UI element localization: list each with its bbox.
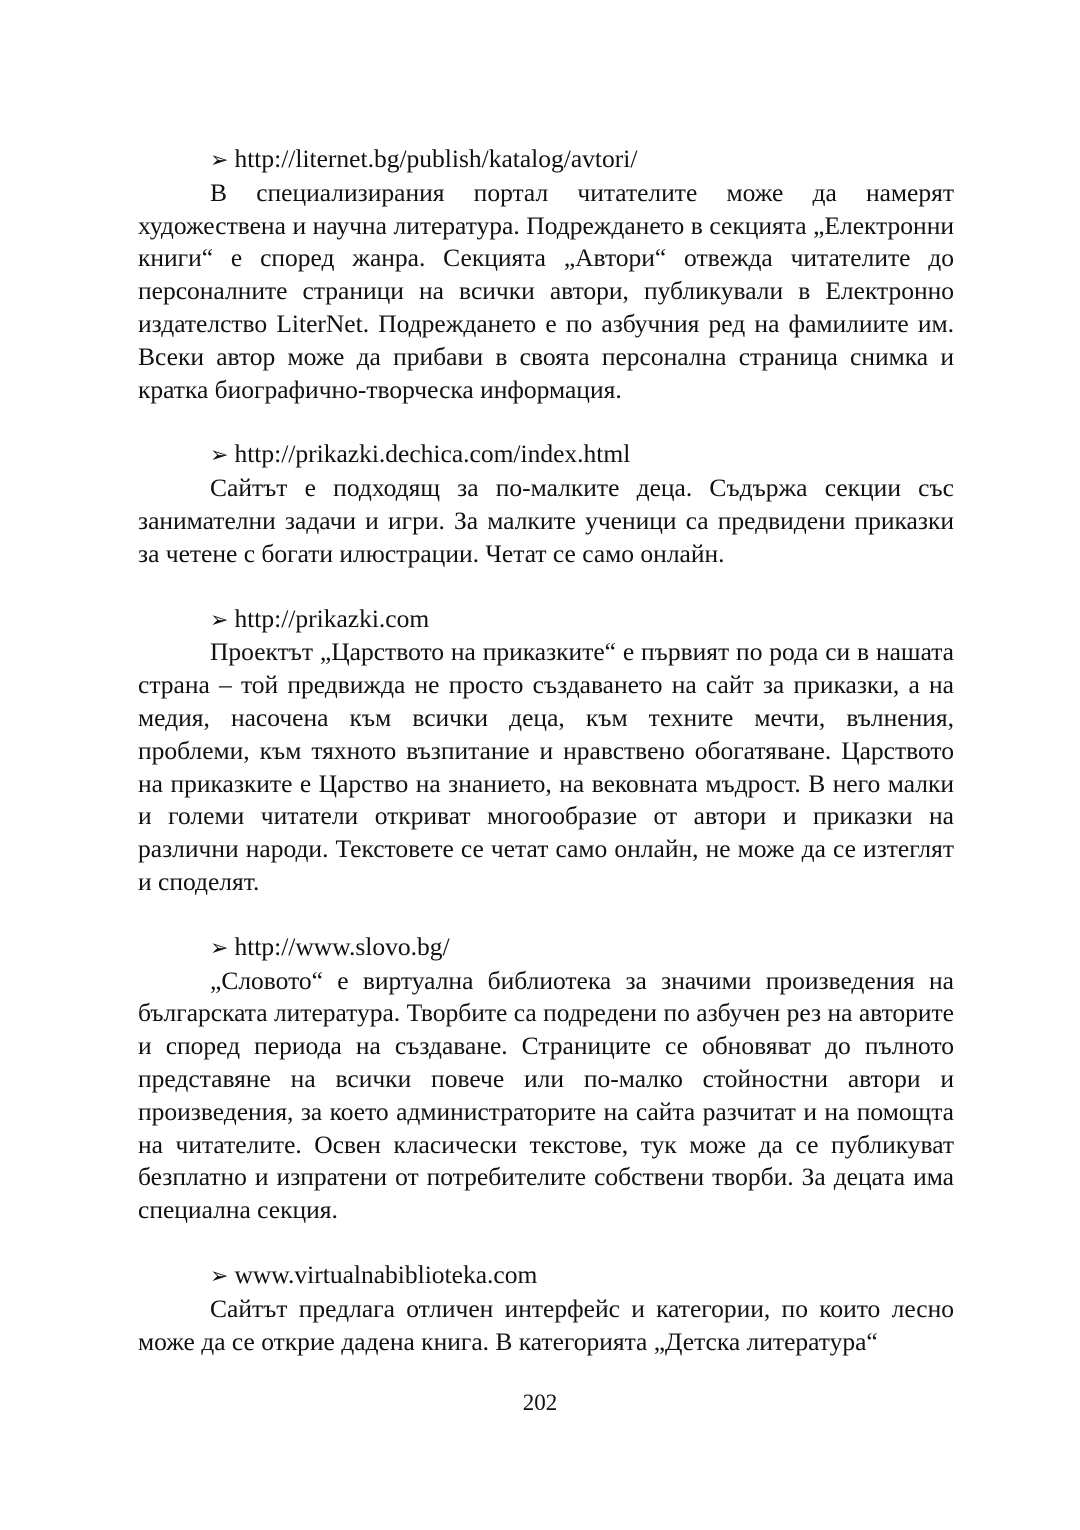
site-description: В специализирания портал читателите може да намерят художествена и научна литература. Подреждането в секцията „Електронни книги“ е според жанра. Секцията „Автори“ отвежда читателите до персоналните страници на всички автори, публикували в Електронно издателство LiterNet. Подреждането е по азбучния ред на фамилиите им. Всеки автор може да прибави в своята персонална страница снимка и кратка биографично-творческа информация.: [138, 177, 954, 404]
url-line: [138, 1259, 954, 1293]
site-url: http://prikazki.com: [234, 603, 430, 633]
url-line: [138, 603, 954, 637]
arrow-bullet-icon: ➢: [210, 1262, 229, 1288]
url-line: [138, 931, 954, 965]
site-description: Сайтът е подходящ за по-малките деца. Съдържа секции със занимателни задачи и игри. За малките ученици са предвидени приказки за четене с богати илюстрации. Четат се само онлайн.: [138, 473, 954, 568]
site-entry-slovo: [138, 931, 954, 1227]
site-url: http://www.slovo.bg/: [234, 931, 450, 961]
site-url: http://liternet.bg/publish/katalog/avtori/: [234, 144, 638, 173]
page-body: [138, 143, 954, 1390]
page-number: 202: [522, 1390, 558, 1415]
url-line: [138, 143, 954, 177]
site-entry-virtualnabiblioteka: [138, 1259, 954, 1358]
site-entry-prikazki: [138, 603, 954, 899]
arrow-bullet-icon: ➢: [210, 442, 229, 468]
url-line: [138, 438, 954, 472]
arrow-bullet-icon: ➢: [210, 606, 229, 632]
site-description: „Словото“ е виртуална библиотека за значими произведения на българската литература. Творбите са подредени по азбучен рез на авторите и според периода на създаване. Страниците се обновяват до пълното представяне на всички повече или по-малко стойностни автори и произведения, за което администраторите на сайта разчитат и на помощта на читателите. Освен класически текстове, тук може да се публикуват безплатно и изпратени от потребителите собствени творби. За децата има специална секция.: [138, 965, 954, 1225]
site-url: www.virtualnabiblioteka.com: [234, 1259, 538, 1289]
arrow-bullet-icon: ➢: [210, 934, 229, 960]
site-entry-liternet: [138, 143, 954, 406]
site-description: Проектът „Царството на приказките“ е първият по рода си в нашата страна – той предвижда не просто създаването на сайт за приказки, а на медия, насочена към всички деца, към техните мечти, вълнения, проблеми, към тяхното възпитание и нравствено обогатяване. Царството на приказките е Царство на знанието, на вековната мъдрост. В него малки и големи читатели откриват многообразие от автори и приказки на различни народи. Текстовете се четат само онлайн, не може да се изтеглят и споделят.: [138, 637, 954, 896]
site-entry-dechica: [138, 438, 954, 570]
site-url: http://prikazki.dechica.com/index.html: [234, 439, 631, 469]
site-description: Сайтът предлага отличен интерфейс и категории, по които лесно може да се открие дадена книга. В категорията „Детска литература“: [138, 1293, 954, 1356]
arrow-bullet-icon: ➢: [210, 147, 229, 172]
